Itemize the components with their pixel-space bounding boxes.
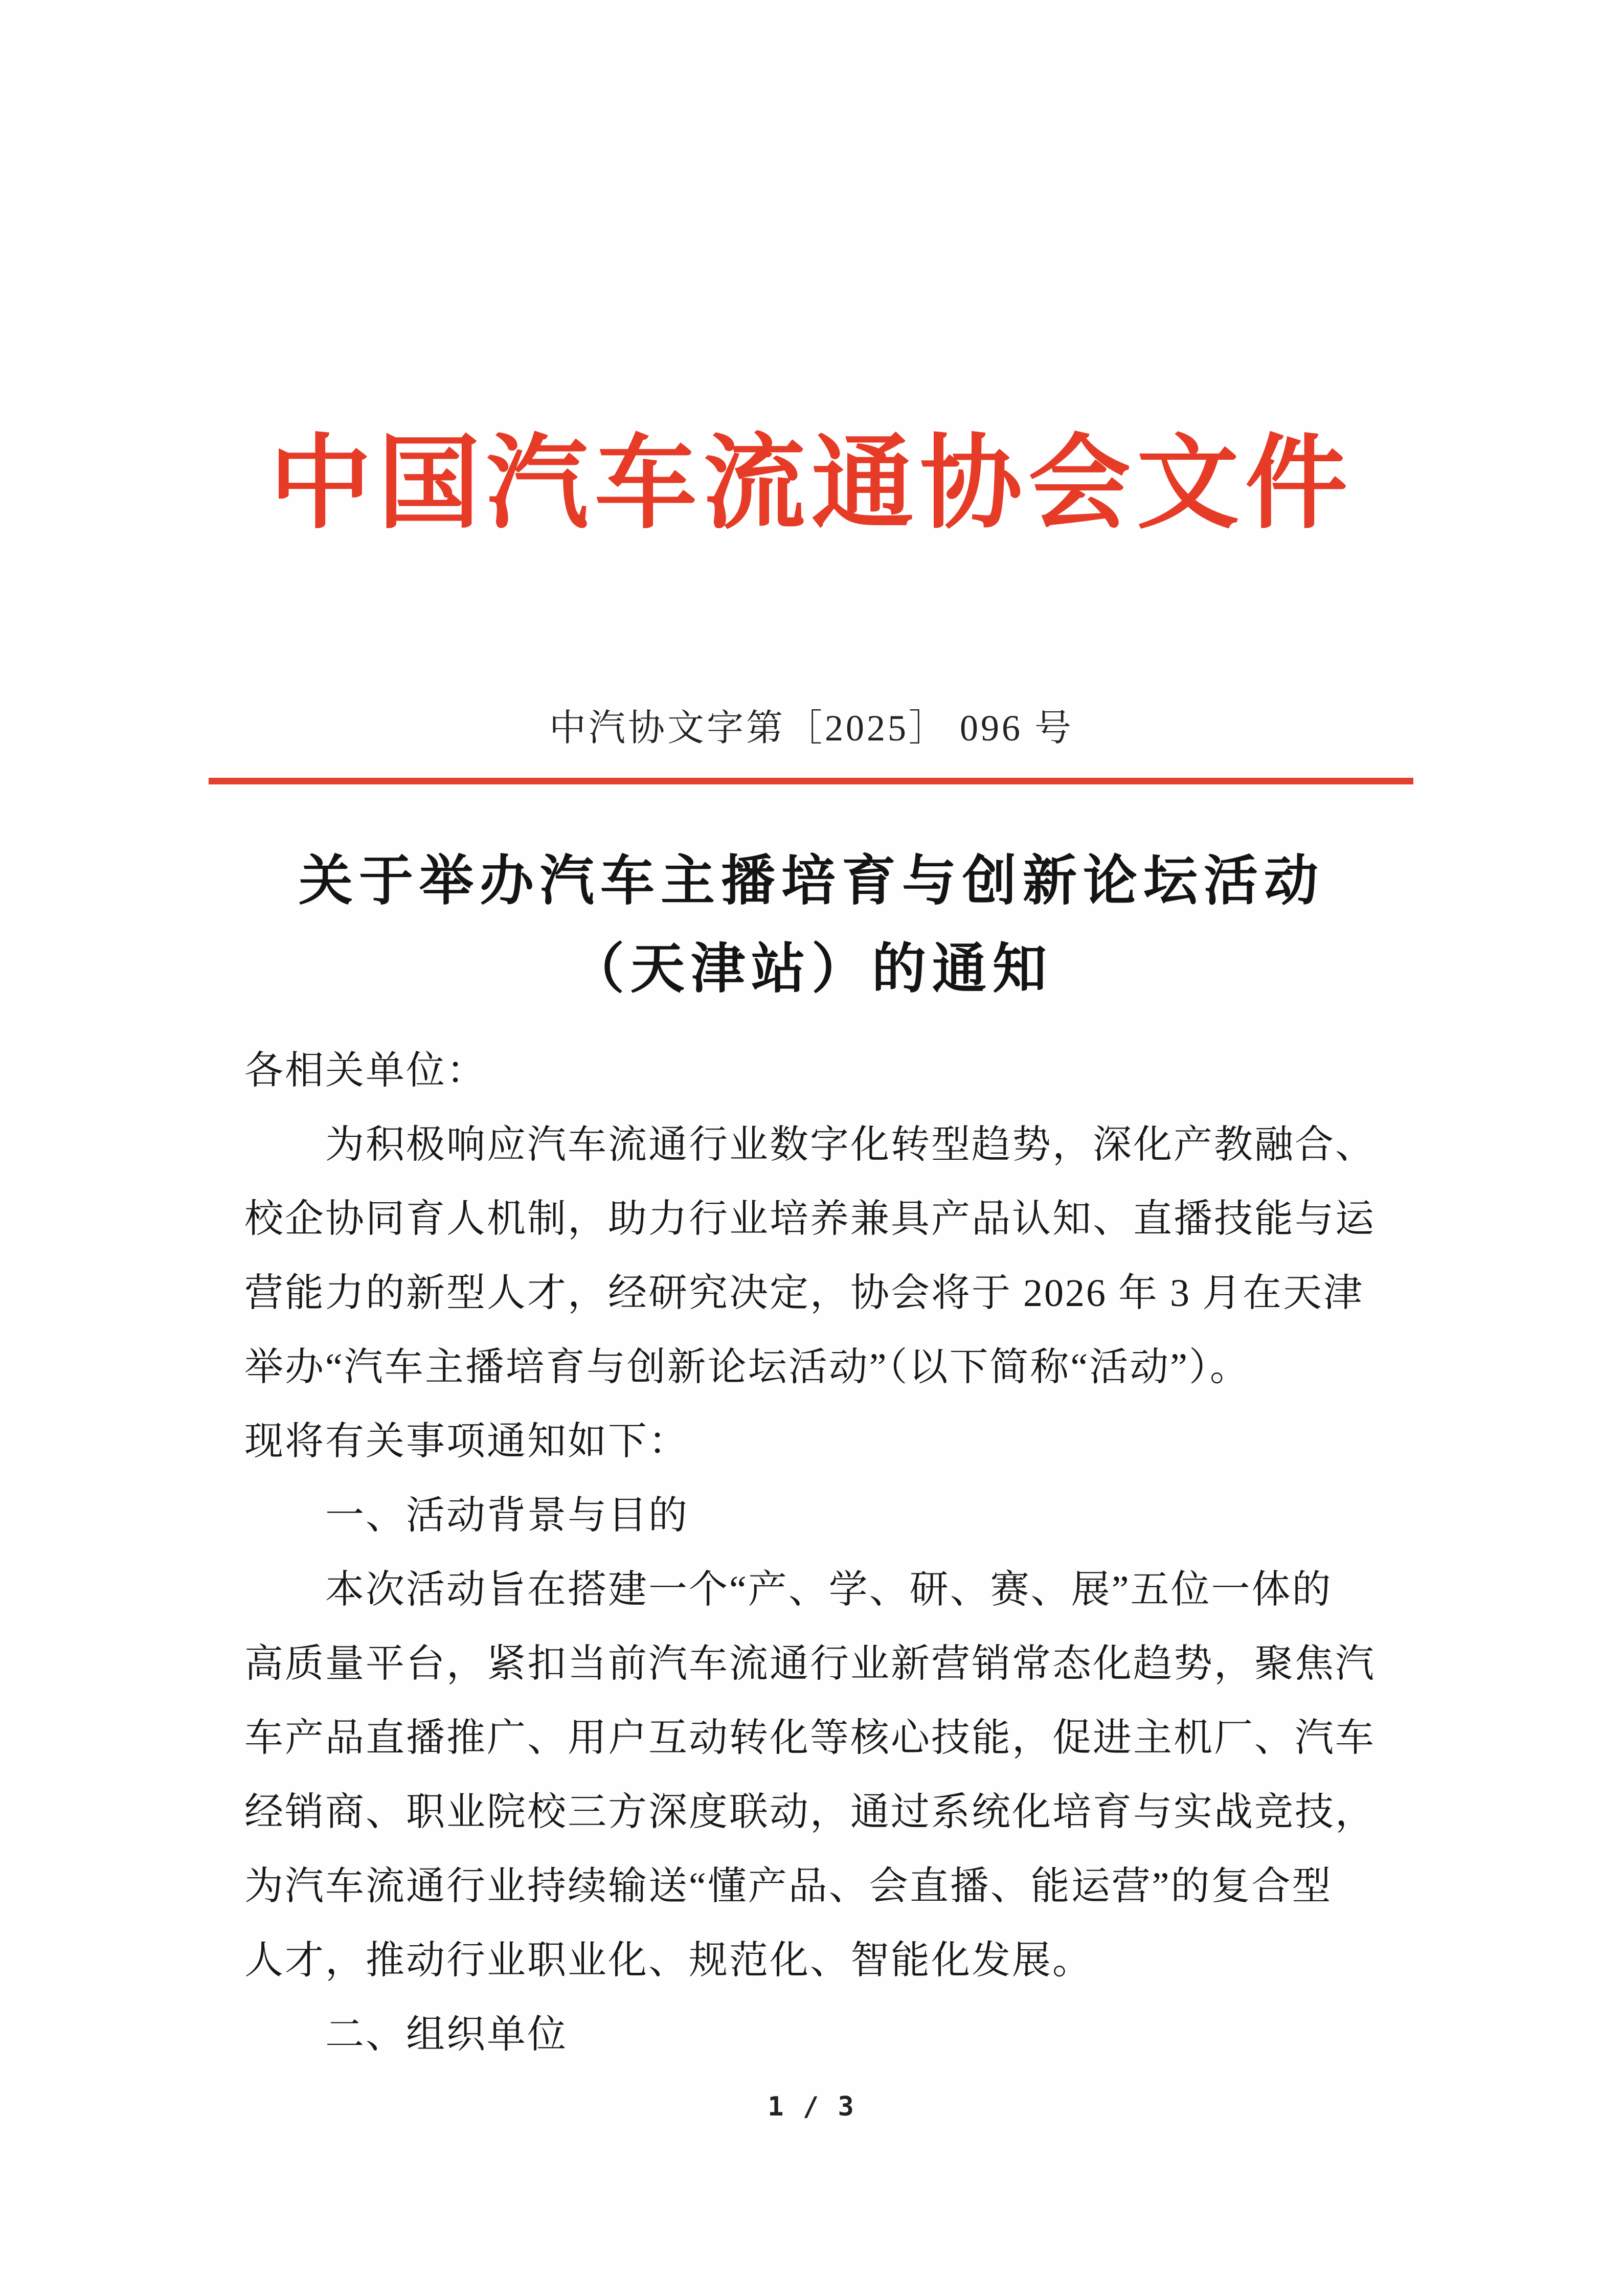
body-line: 现将有关事项通知如下：: [244, 1420, 689, 1463]
section-heading: 一、活动背景与目的: [325, 1494, 689, 1537]
body-line: 为积极响应汽车流通行业数字化转型趋势，深化产教融合、: [325, 1123, 1376, 1166]
body-line: 高质量平台，紧扣当前汽车流通行业新营销常态化趋势，聚焦汽: [244, 1642, 1376, 1685]
body-line: 经销商、职业院校三方深度联动，通过系统化培育与实战竞技，: [244, 1791, 1376, 1834]
body-line: 本次活动旨在搭建一个“产、学、研、赛、展”五位一体的: [325, 1568, 1333, 1611]
page-indicator: 1 / 3: [768, 2091, 855, 2122]
document-body: [244, 1034, 1395, 2072]
body-line: 车产品直播推广、用户互动转化等核心技能，促进主机厂、汽车: [244, 1717, 1376, 1760]
body-line: 举办“汽车主播培育与创新论坛活动”（以下简称“活动”）。: [244, 1346, 1250, 1389]
notice-title-line2: （天津站）的通知: [570, 939, 1053, 999]
body-line: 校企协同育人机制，助力行业培养兼具产品认知、直播技能与运: [244, 1198, 1376, 1241]
body-line: 营能力的新型人才，经研究决定，协会将于 2026 年 3 月在天津: [244, 1272, 1364, 1315]
body-line: 为汽车流通行业持续输送“懂产品、会直播、能运营”的复合型: [244, 1865, 1333, 1908]
document-number: 中汽协文字第［2025］ 096 号: [549, 708, 1074, 749]
section-heading: 二、组织单位: [325, 2013, 568, 2056]
org-letterhead-title: 中国汽车流通协会文件: [269, 428, 1354, 541]
salutation: 各相关单位：: [244, 1049, 487, 1092]
notice-title-line1: 关于举办汽车主播培育与创新论坛活动: [299, 851, 1324, 911]
body-line: 人才，推动行业职业化、规范化、智能化发展。: [244, 1939, 1093, 1982]
letterhead-divider-line: [209, 778, 1413, 784]
